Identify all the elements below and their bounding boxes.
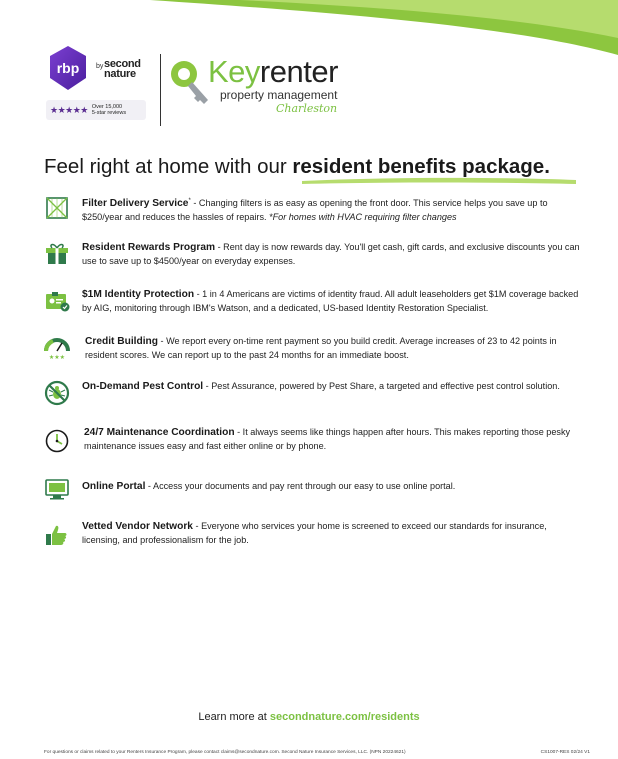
header — [44, 42, 374, 132]
benefit-description: Rent day is now rewards day. You'll get cash, gift cards, and exclusive discounts you can use to save up to $4500/year on everyday expenses. — [82, 242, 580, 266]
brand-subtitle: property management — [220, 88, 338, 102]
no-pest-icon — [44, 380, 70, 406]
second-nature-logo: second nature — [104, 58, 141, 80]
benefit-title: On-Demand Pest Control — [82, 381, 204, 392]
page-title: Feel right at home with our resident benefits package. — [44, 155, 550, 178]
filter-icon — [44, 195, 70, 221]
benefit-description: Access your documents and pay rent through our easy to use online portal. — [153, 481, 456, 491]
benefit-description: Pest Assurance, powered by Pest Share, a targeted and effective pest control solution. — [211, 381, 560, 391]
rbp-logo-text: rbp — [56, 60, 80, 76]
learn-more: Learn more at secondnature.com/residents — [198, 711, 420, 723]
gift-icon — [44, 241, 70, 267]
credit-gauge-icon — [44, 335, 70, 361]
reviews-count: Over 15,000 — [91, 104, 123, 110]
brand-city: Charleston — [276, 102, 338, 115]
footer-code: CS1007-RES 02/24 V1 — [540, 750, 590, 755]
clock-icon — [44, 428, 70, 454]
thumbs-up-icon — [44, 522, 70, 548]
footer-disclaimer: For questions or claims related to your Renters Insurance Program, please contact claims@secondnature.com. Second Nature Insurance Services, LLC. (NPN 20224621) — [44, 750, 406, 755]
svg-text:★★★: ★★★ — [48, 354, 66, 361]
learn-more-link[interactable]: secondnature.com/residents — [269, 711, 420, 723]
benefit-description: 1 in 4 Americans are victims of identity fraud. All adult leaseholders get $1M coverage backed by AIG, monitoring through IBM's Watson, and a dedicated, US-based Identity Restoration Specialist. — [82, 289, 579, 313]
rbp-logo — [44, 44, 92, 92]
keyrenter-logo: Keyrenter — [208, 54, 338, 89]
monitor-icon — [44, 476, 70, 502]
logo-divider — [160, 54, 161, 126]
benefit-title: 24/7 Maintenance Coordination — [84, 427, 235, 438]
benefit-description: Changing filters is as easy as opening the front door. This service helps you save up to $250/year and reduces the hassles of repairs. — [82, 198, 548, 222]
rbp-by: by — [96, 63, 104, 70]
benefit-title: Credit Building — [85, 336, 159, 347]
benefit-description: We report every on-time rent payment so you build credit. Average increases of 23 to 42 points in resident scores. We can report up to the past 24 months for an immediate boost. — [85, 336, 557, 360]
benefit-title: Resident Rewards Program — [82, 242, 216, 253]
benefit-title: Filter Delivery Service — [82, 198, 189, 210]
reviews-badge — [46, 100, 146, 120]
id-card-icon — [44, 288, 70, 314]
benefit-title: Online Portal — [82, 481, 146, 492]
benefit-description: It always seems like things happen after hours. This makes reporting those pesky maintenance issues easy and fast either online or by phone. — [84, 427, 571, 451]
star-rating-icon: ★★★★★ — [50, 104, 88, 115]
benefit-description: Everyone who services your home is screened to exceed our standards for insurance, licensing, and professionalism for the job. — [82, 521, 547, 545]
reviews-label: 5-star reviews — [91, 110, 127, 116]
benefit-note: *For homes with HVAC requiring filter changes — [269, 211, 457, 222]
headline-highlight: resident benefits package. — [292, 155, 550, 178]
benefit-title: Vetted Vendor Network — [82, 521, 193, 532]
benefit-title: $1M Identity Protection — [82, 289, 195, 300]
